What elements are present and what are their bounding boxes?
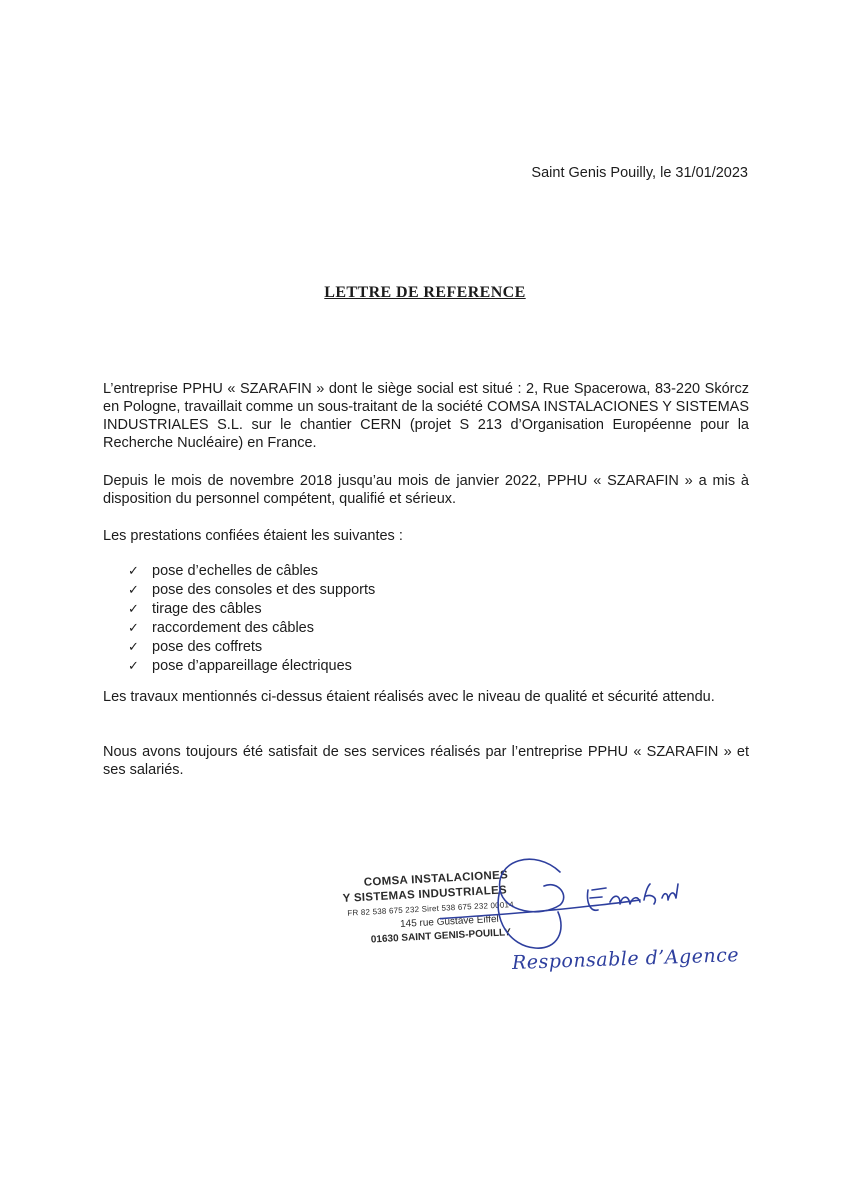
list-item — [128, 657, 375, 676]
checkmark-icon: ✓ — [128, 659, 139, 674]
list-item — [128, 562, 375, 581]
services-list — [128, 562, 375, 676]
service-label: raccordement des câbles — [152, 620, 314, 636]
signature-strokes — [440, 859, 678, 948]
list-item — [128, 581, 375, 600]
checkmark-icon: ✓ — [128, 621, 139, 636]
dateline: Saint Genis Pouilly, le 31/01/2023 — [531, 165, 748, 181]
service-label: pose des consoles et des supports — [152, 582, 376, 598]
list-item — [128, 619, 375, 638]
list-item — [128, 638, 375, 657]
paragraph-satisfaction: Nous avons toujours été satisfait de ses services réalisés par l’entreprise PPHU « SZARAFIN » et ses salariés. — [103, 744, 749, 778]
handwritten-note: Responsable d’Agence — [511, 944, 740, 974]
paragraph-company-intro: L’entreprise PPHU « SZARAFIN » dont le siège social est situé : 2, Rue Spacerowa, 83-220 Skórcz en Pologne, travaillait comme un sous-traitant de la société COMSA INSTALACIONES Y SISTEMAS INDUSTRIALES S.L. sur le chantier CERN (projet S 213 d’Organisation Européenne pour la Recherche Nucléaire) en France. — [103, 381, 749, 451]
paragraph-services-intro: Les prestations confiées étaient les suivantes : — [103, 528, 403, 544]
list-item — [128, 600, 375, 619]
stamp-line: Y SISTEMAS INDUSTRIALES — [342, 884, 508, 905]
service-label: tirage des câbles — [152, 601, 262, 617]
service-label: pose d’appareillage électriques — [152, 658, 352, 674]
stamp-line: 01630 SAINT GENIS-POUILLY — [370, 927, 512, 946]
checkmark-icon: ✓ — [128, 564, 139, 579]
checkmark-icon: ✓ — [128, 602, 139, 617]
checkmark-icon: ✓ — [128, 640, 139, 655]
service-label: pose des coffrets — [152, 639, 263, 655]
paragraph-quality: Les travaux mentionnés ci-dessus étaient réalisés avec le niveau de qualité et sécurité attendu. — [103, 689, 715, 705]
letter-title: LETTRE DE REFERENCE — [324, 284, 526, 301]
paragraph-period: Depuis le mois de novembre 2018 jusqu’au mois de janvier 2022, PPHU « SZARAFIN » a mis à disposition du personnel compétent, qualifié et sérieux. — [103, 473, 749, 507]
stamp-line: 145 rue Gustave Eiffel — [399, 913, 500, 930]
checkmark-icon: ✓ — [128, 583, 139, 598]
stamp-line: COMSA INSTALACIONES — [363, 869, 509, 889]
stamp-line: FR 82 538 675 232 Siret 538 675 232 00014 — [347, 899, 514, 918]
service-label: pose d’echelles de câbles — [152, 563, 319, 579]
